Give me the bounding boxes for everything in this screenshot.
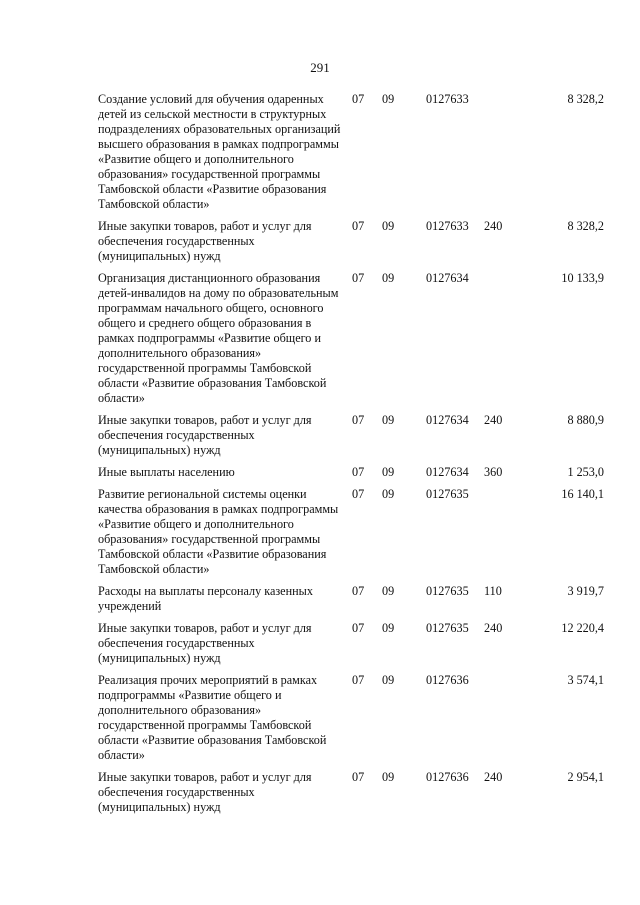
table-row (98, 413, 604, 465)
subsection-code: 09 (382, 487, 395, 501)
subsection-code: 09 (382, 584, 395, 598)
target-article-code: 0127633 (426, 92, 469, 106)
amount: 8 328,2 (567, 92, 604, 106)
target-article-code: 0127635 (426, 487, 469, 501)
table-row (98, 621, 604, 673)
amount: 1 253,0 (567, 465, 604, 479)
target-article-code: 0127636 (426, 770, 469, 784)
expense-type-code: 240 (484, 219, 503, 233)
expense-name: Иные выплаты населению (98, 465, 235, 479)
amount: 10 133,9 (561, 271, 604, 285)
amount: 8 328,2 (567, 219, 604, 233)
expense-name: Иные закупки товаров, работ и услуг для обеспечения государственных (муниципальных) нужд (98, 413, 312, 457)
table-row (98, 92, 604, 219)
subsection-code: 09 (382, 219, 395, 233)
expense-type-code: 240 (484, 413, 503, 427)
expense-name: Реализация прочих мероприятий в рамках подпрограммы «Развитие общего и дополнительного образования» государственной программы Тамбовской области «Развитие образования Тамбовской области» (98, 673, 327, 762)
subsection-code: 09 (382, 413, 395, 427)
expense-type-code: 110 (484, 584, 502, 598)
table-row (98, 271, 604, 413)
expense-name: Расходы на выплаты персоналу казенных учреждений (98, 584, 313, 613)
table-row (98, 487, 604, 584)
target-article-code: 0127636 (426, 673, 469, 687)
target-article-code: 0127633 (426, 219, 469, 233)
table-row (98, 770, 604, 822)
expense-type-code (484, 487, 534, 584)
amount: 8 880,9 (567, 413, 604, 427)
expense-type-code: 360 (484, 465, 503, 479)
section-code: 07 (352, 413, 365, 427)
subsection-code: 09 (382, 92, 395, 106)
amount: 12 220,4 (561, 621, 604, 635)
table-row (98, 465, 604, 487)
expense-type-code: 240 (484, 621, 503, 635)
amount: 16 140,1 (561, 487, 604, 501)
expense-name: Иные закупки товаров, работ и услуг для обеспечения государственных (муниципальных) нужд (98, 219, 312, 263)
table-row (98, 584, 604, 621)
section-code: 07 (352, 92, 365, 106)
target-article-code: 0127635 (426, 621, 469, 635)
page-number: 291 (310, 60, 330, 75)
expense-type-code (484, 673, 534, 770)
section-code: 07 (352, 271, 365, 285)
expense-type-code (484, 92, 534, 219)
expense-type-code: 240 (484, 770, 503, 784)
subsection-code: 09 (382, 271, 395, 285)
amount: 2 954,1 (567, 770, 604, 784)
amount: 3 919,7 (567, 584, 604, 598)
subsection-code: 09 (382, 770, 395, 784)
section-code: 07 (352, 219, 365, 233)
expense-name: Организация дистанционного образования детей-инвалидов на дому по образовательным программам начального общего, основного общего и среднего общего образования в рамках подпрограммы «Развитие общего и дополнительного образования» государственной программы Тамбовской области «Развитие образования Тамбовской области» (98, 271, 339, 405)
expense-name: Иные закупки товаров, работ и услуг для обеспечения государственных (муниципальных) нужд (98, 770, 312, 814)
section-code: 07 (352, 584, 365, 598)
expense-type-code (484, 271, 534, 413)
section-code: 07 (352, 621, 365, 635)
section-code: 07 (352, 465, 365, 479)
expense-name: Создание условий для обучения одаренных детей из сельской местности в структурных подразделениях образовательных организаций высшего образования в рамках подпрограммы «Развитие общего и дополнительного образования» государственной программы Тамбовской области «Развитие образования Тамбовской области» (98, 92, 341, 211)
section-code: 07 (352, 770, 365, 784)
target-article-code: 0127634 (426, 413, 469, 427)
expense-name: Развитие региональной системы оценки качества образования в рамках подпрограммы «Развитие общего и дополнительного образования» государственной программы Тамбовской области «Развитие образования Тамбовской области» (98, 487, 339, 576)
target-article-code: 0127634 (426, 465, 469, 479)
table-row (98, 219, 604, 271)
budget-table (98, 92, 604, 822)
amount: 3 574,1 (567, 673, 604, 687)
subsection-code: 09 (382, 465, 395, 479)
target-article-code: 0127635 (426, 584, 469, 598)
table-row (98, 673, 604, 770)
subsection-code: 09 (382, 673, 395, 687)
expense-name: Иные закупки товаров, работ и услуг для обеспечения государственных (муниципальных) нужд (98, 621, 312, 665)
section-code: 07 (352, 673, 365, 687)
target-article-code: 0127634 (426, 271, 469, 285)
subsection-code: 09 (382, 621, 395, 635)
section-code: 07 (352, 487, 365, 501)
